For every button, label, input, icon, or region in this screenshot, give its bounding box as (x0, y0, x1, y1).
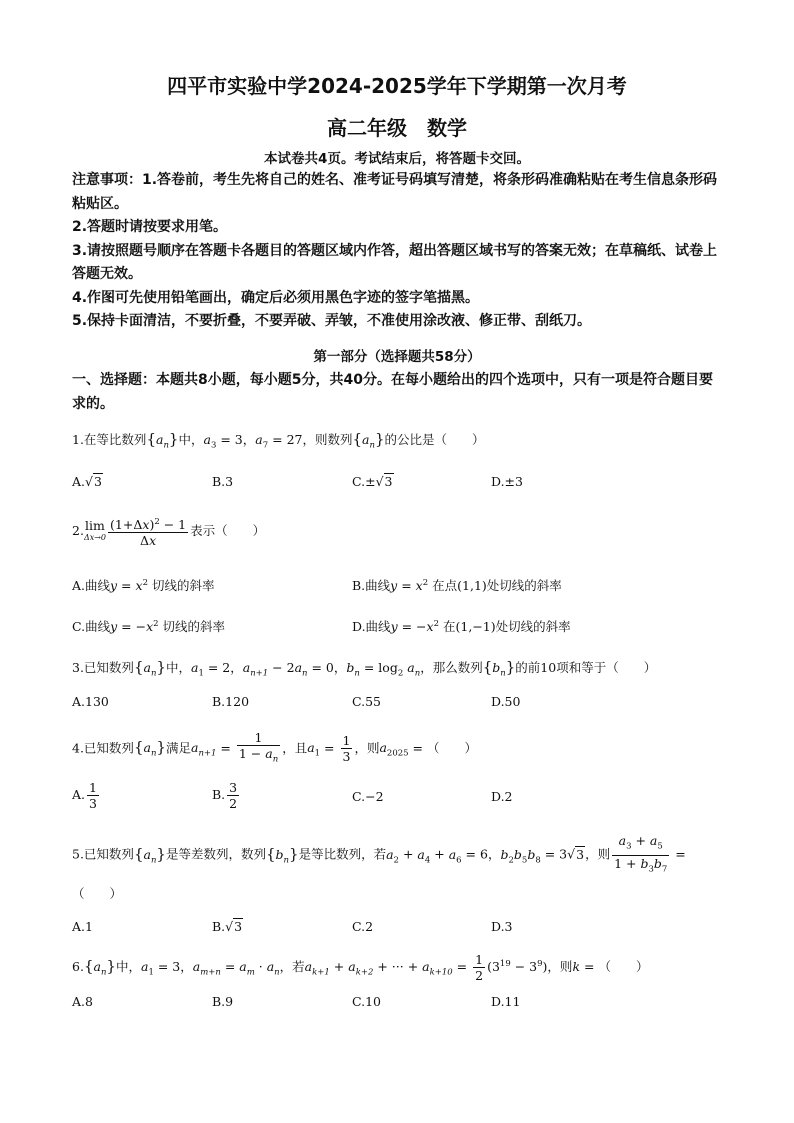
section-heading: 一、选择题：本题共8小题，每小题5分，共40分。在每小题给出的四个选项中，只有一项是符合题目要求的。 (72, 372, 713, 412)
q6-option-a[interactable]: A.8 (72, 994, 93, 1009)
q5-answer-paren: （ ） (72, 886, 123, 901)
q5-text-tail: ， (487, 846, 501, 862)
q6-text-tail2: ，则 (547, 959, 573, 974)
q2-b-mid: 在点 (432, 578, 458, 593)
q2-c-end: 切线的斜率 (162, 619, 226, 634)
q2-d-end: 处切线的斜率 (495, 619, 571, 634)
q1-text-mid: 中， (178, 432, 204, 447)
q5-text-mid2: 是等比数列，若 (298, 846, 387, 862)
exam-intro: 本试卷共4页。考试结束后，将答题卡交回。 (264, 151, 530, 167)
q3-text-mid: 中， (165, 660, 191, 675)
q6-text-end: （ ） (598, 959, 649, 974)
q1-text-tail: ，则数列 (302, 432, 353, 447)
q4-option-b[interactable]: B. $\frac{3}{2}$ (212, 780, 238, 811)
q5-option-c[interactable]: C.2 (352, 919, 374, 934)
q1-text-end: 的公比是（ ） (384, 432, 485, 447)
q1-option-a[interactable]: A.√3 (72, 474, 102, 489)
q1-option-b[interactable]: B.3 (212, 474, 234, 489)
note-4: 4.作图可先使用铅笔画出，确定后必须用黑色字迹的签字笔描黑。 (72, 289, 480, 306)
q5-text-tail2: ，则 (585, 846, 611, 862)
exam-title: 四平市实验中学2024-2025学年下学期第一次月考 (167, 74, 627, 98)
q2-option-d[interactable]: D.曲线$y = -x^2$ 在(1,−1)处切线的斜率 (352, 618, 571, 634)
q2-a-pre: A.曲线 (72, 578, 111, 593)
q3-text-end: 的前10项和等于（ ） (515, 660, 657, 675)
part-heading: 第一部分（选择题共58分） (313, 349, 481, 365)
q6-text-mid: 中， (115, 959, 141, 974)
q2-d-pre: D.曲线 (352, 619, 391, 634)
q2-text-end: 表示（ ） (190, 523, 266, 539)
q4-option-d[interactable]: D.2 (491, 789, 513, 804)
q6-option-c[interactable]: C.10 (352, 994, 381, 1009)
q3-option-b[interactable]: B.120 (212, 694, 250, 709)
q2-a-end: 切线的斜率 (151, 578, 215, 593)
q2-option-a[interactable]: A.曲线$y = x^2$ 切线的斜率 (72, 577, 215, 593)
q4-text-mid: 满足 (165, 740, 191, 756)
question-5: 5.已知数列$\{a_n\}$是等差数列，数列$\{b_n\}$是等比数列，若$a_2 + a_4 + a_6 = 6$，$b_2b_5b_8 = 3√3$，则 $\frac{a_3 + a_5}{1 + b_3b_7}$ = (72, 833, 686, 874)
q2-option-b[interactable]: B.曲线$y = x^2$ 在点(1,1)处切线的斜率 (352, 577, 562, 593)
q3-option-a[interactable]: A.130 (72, 694, 109, 709)
q4-option-c[interactable]: C.−2 (352, 789, 384, 804)
q3-option-d[interactable]: D.50 (491, 694, 521, 709)
q2-d-mid: 在 (443, 619, 456, 634)
q5-text-mid: 是等差数列，数列 (165, 846, 266, 862)
q1-option-c[interactable]: C.±√3 (352, 474, 393, 489)
q3-text-pre: 3.已知数列 (72, 660, 134, 675)
exam-subtitle: 高二年级 数学 (327, 116, 467, 140)
note-5: 5.保持卡面清洁，不要折叠，不要弄破、弄皱，不准使用涂改液、修正带、刮纸刀。 (72, 313, 592, 329)
q2-text-pre: 2. (72, 523, 84, 539)
q4-b-label: B. (212, 787, 226, 802)
note-2: 2.答题时请按要求用笔。 (72, 219, 228, 235)
question-4: 4.已知数列$\{a_n\}$满足$a_{n+1}$ = $\frac{1}{1 - a_n}$ ，且$a_1$ = $\frac{1}{3}$ ，则$a_{2025}$ = （ ） (72, 730, 477, 765)
q5-text-pre: 5.已知数列 (72, 846, 134, 862)
q4-a-label: A. (72, 787, 86, 802)
q1-c-label: C.± (352, 474, 376, 489)
q2-option-c[interactable]: C.曲线$y = -x^2$ 切线的斜率 (72, 618, 226, 634)
q5-option-d[interactable]: D.3 (491, 919, 513, 934)
q1-text-pre: 1.在等比数列 (72, 432, 147, 447)
q5-option-a[interactable]: A.1 (72, 919, 93, 934)
q6-option-b[interactable]: B.9 (212, 994, 234, 1009)
note-1: 注意事项：1.答卷前，考生先将自己的姓名、准考证号码填写清楚，将条形码准确粘贴在考生信息条形码粘贴区。 (72, 172, 718, 212)
q6-text-tail: ，若 (279, 959, 305, 974)
q1-a-label: A. (72, 474, 86, 489)
q4-text-pre: 4.已知数列 (72, 740, 134, 756)
q4-text-tail2: ，则 (354, 740, 380, 756)
q2-b-pre: B.曲线 (352, 578, 391, 593)
question-3: 3.已知数列$\{a_n\}$中，$a_1 = 2$，$a_{n+1} - 2a_n = 0$，$b_n = \log_2 a_n$，那么数列$\{b_n\}$的前10项和等于（ ） (72, 658, 657, 679)
q3-text-tail: ，那么数列 (420, 660, 483, 675)
q1-option-d[interactable]: D.±3 (491, 474, 523, 489)
question-1: 1.在等比数列$\{a_n\}$中，$a_3 = 3$，$a_7 = 27$，则数列$\{a_n\}$的公比是（ ） (72, 430, 485, 451)
q5-b-label: B. (212, 919, 226, 934)
q5-option-b[interactable]: B.√3 (212, 919, 243, 934)
q3-option-c[interactable]: C.55 (352, 694, 381, 709)
q4-text-end: （ ） (426, 740, 477, 756)
question-6: $6.\{a_n\}$中，$a_1 = 3$，$a_{m+n} = a_m \cdot a_n$，若$a_{k+1} + a_{k+2}$ + ··· + $a_{k+10}$ = $\frac{1}{2}$ $(3^{19} - 3^9)$，则k = （ ） (72, 952, 649, 983)
question-2: 2.lim Δx→0 $\frac{(1+\Delta x)^2 - 1}{\Delta x}$ 表示（ ） (72, 517, 266, 549)
q2-c-pre: C.曲线 (72, 619, 111, 634)
q6-option-d[interactable]: D.11 (491, 994, 521, 1009)
q4-option-a[interactable]: A. $\frac{1}{3}$ (72, 780, 97, 811)
note-3: 3.请按照题号顺序在答题卡各题目的答题区域内作答，超出答题区域书写的答案无效；在草稿纸、试卷上答题无效。 (72, 242, 718, 282)
notes-section (72, 169, 724, 334)
q6-text-pre: 6. (72, 959, 84, 974)
q2-b-end: 处切线的斜率 (486, 578, 562, 593)
q4-text-tail: ，且 (282, 740, 308, 756)
